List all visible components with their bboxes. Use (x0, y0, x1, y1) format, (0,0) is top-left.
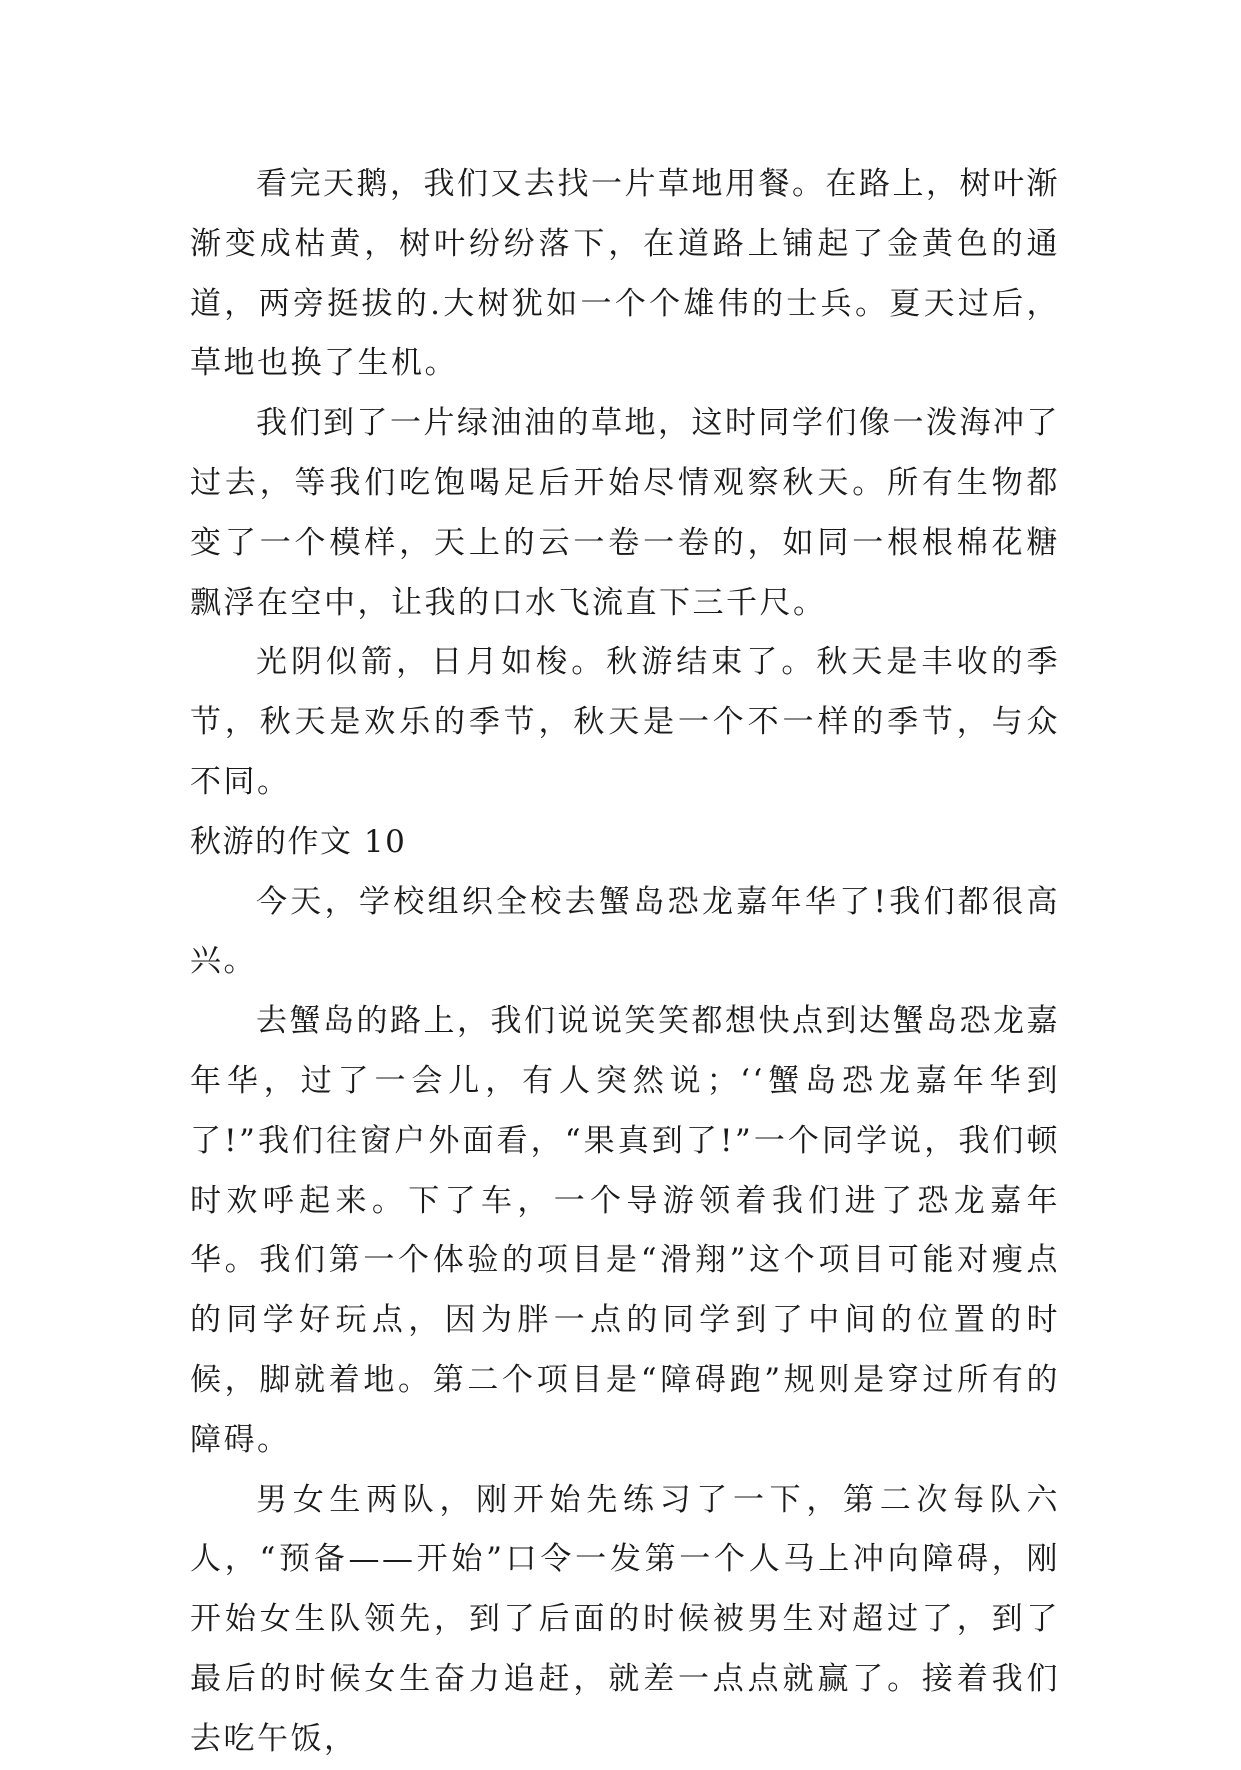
paragraph-trip-ends: 光阴似箭，日月如梭。秋游结束了。秋天是丰收的季节，秋天是欢乐的季节，秋天是一个不一样的季节，与众不同。 (190, 644, 1060, 800)
essay-heading: 秋游的作文 10 (190, 823, 407, 860)
paragraph-on-the-way: 去蟹岛的路上，我们说说笑笑都想快点到达蟹岛恐龙嘉年华，过了一会儿，有人突然说；‘‘蟹岛恐龙嘉年华到了!”我们往窗户外面看，“果真到了!”一个同学说，我们顿时欢呼起来。下了车，一个导游领着我们进了恐龙嘉年华。我们第一个体验的项目是“滑翔”这个项目可能对瘦点的同学好玩点，因为胖一点的同学到了中间的位置的时候，脚就着地。第二个项目是“障碍跑”规则是穿过所有的障碍。 (190, 1003, 1060, 1458)
paragraph-school-trip: 今天，学校组织全校去蟹岛恐龙嘉年华了!我们都很高兴。 (190, 883, 1060, 980)
paragraph-obstacle-race: 男女生两队，刚开始先练习了一下，第二次每队六人，“预备——开始”口令一发第一个人马上冲向障碍，刚开始女生队领先，到了后面的时候被男生对超过了，到了最后的时候女生奋力追赶，就差一点点就赢了。接着我们去吃午饭， (190, 1481, 1060, 1757)
paragraph-green-grass: 我们到了一片绿油油的草地，这时同学们像一泼海冲了过去，等我们吃饱喝足后开始尽情观察秋天。所有生物都变了一个模样，天上的云一卷一卷的，如同一根根棉花糖飘浮在空中，让我的口水飞流直下三千尺。 (190, 405, 1060, 621)
document-body (190, 155, 1060, 1770)
paragraph-swans-meadow: 看完天鹅，我们又去找一片草地用餐。在路上，树叶渐渐变成枯黄，树叶纷纷落下，在道路上铺起了金黄色的通道，两旁挺拔的.大树犹如一个个雄伟的士兵。夏天过后，草地也换了生机。 (190, 166, 1060, 382)
